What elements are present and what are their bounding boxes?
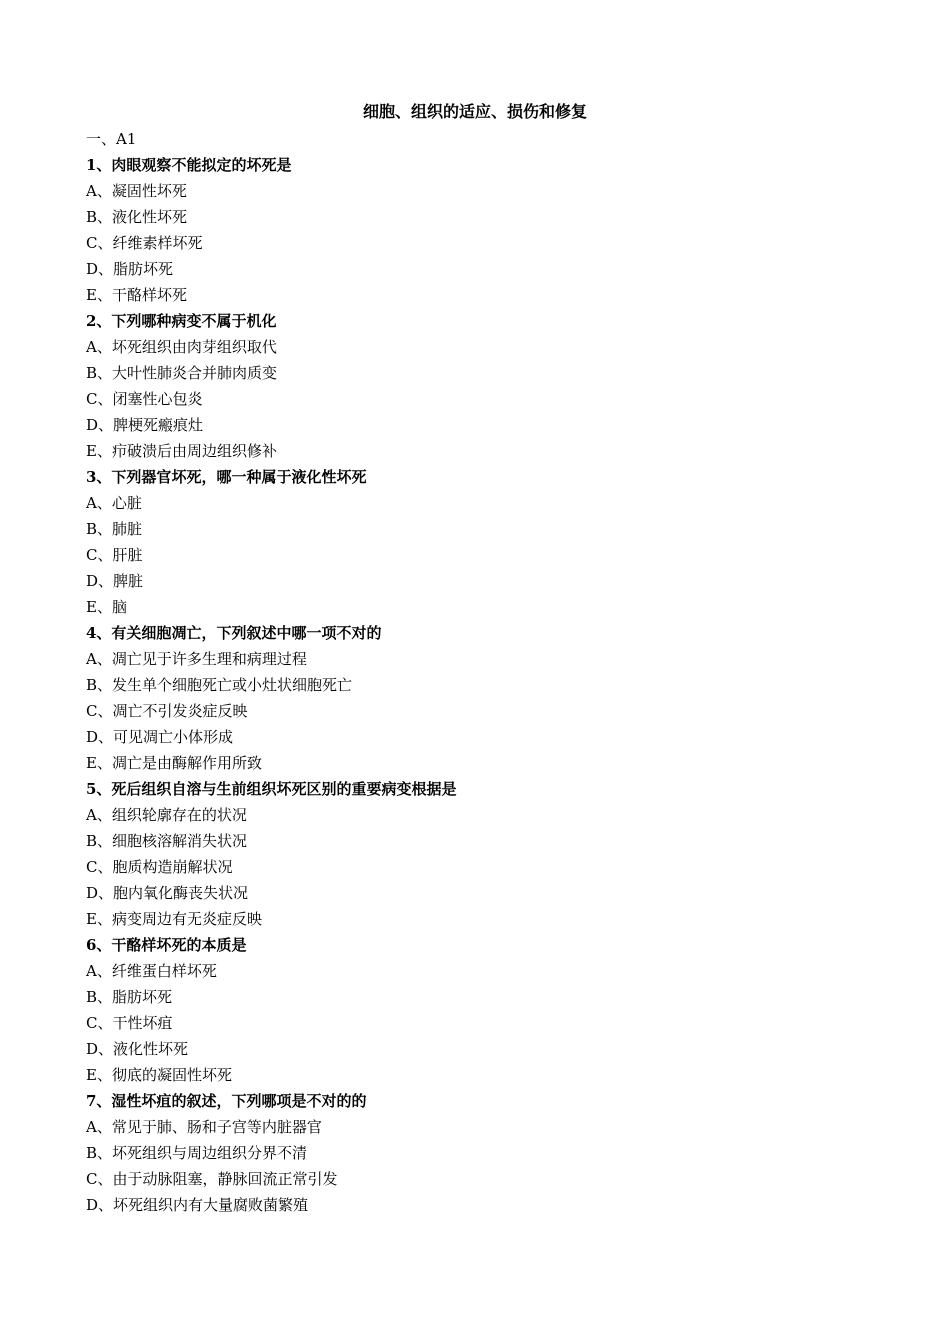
question-option: B、液化性坏死 — [86, 208, 188, 226]
section-heading: 一、A1 — [86, 130, 137, 148]
question-option: A、组织轮廓存在的状况 — [86, 806, 247, 824]
document-title-text: 细胞、组织的适应、损伤和修复 — [362, 102, 587, 121]
question-option: B、细胞核溶解消失状况 — [86, 832, 248, 850]
question-option: D、脾脏 — [86, 572, 144, 590]
question-stem: 4、有关细胞凋亡，下列叙述中哪一项不对的 — [86, 624, 382, 642]
question-option: E、疖破溃后由周边组织修补 — [86, 442, 277, 460]
question-option: C、胞质构造崩解状况 — [86, 858, 233, 876]
question-stem: 5、死后组织自溶与生前组织坏死区别的重要病变根据是 — [86, 780, 457, 798]
question-list — [86, 126, 866, 1218]
question-option: B、脂肪坏死 — [86, 988, 173, 1006]
question-option: E、彻底的凝固性坏死 — [86, 1066, 232, 1084]
question-option: E、脑 — [86, 598, 127, 616]
question-stem: 1、肉眼观察不能拟定的坏死是 — [86, 156, 292, 174]
question-option: D、坏死组织内有大量腐败菌繁殖 — [86, 1196, 309, 1214]
question-stem: 3、下列器官坏死，哪一种属于液化性坏死 — [86, 468, 367, 486]
question-option: C、纤维素样坏死 — [86, 234, 203, 252]
question-option: A、坏死组织由肉芽组织取代 — [86, 338, 277, 356]
document-title — [0, 100, 950, 124]
question-option: C、闭塞性心包炎 — [86, 390, 203, 408]
question-option: A、心脏 — [86, 494, 142, 512]
question-option: E、凋亡是由酶解作用所致 — [86, 754, 262, 772]
question-option: E、干酪样坏死 — [86, 286, 187, 304]
question-option: C、肝脏 — [86, 546, 143, 564]
question-stem: 2、下列哪种病变不属于机化 — [86, 312, 277, 330]
question-option: D、脾梗死瘢痕灶 — [86, 416, 204, 434]
question-option: B、大叶性肺炎合并肺肉质变 — [86, 364, 278, 382]
question-option: B、肺脏 — [86, 520, 143, 538]
question-option: D、胞内氧化酶丧失状况 — [86, 884, 249, 902]
question-option: A、凋亡见于许多生理和病理过程 — [86, 650, 307, 668]
question-option: B、坏死组织与周边组织分界不清 — [86, 1144, 308, 1162]
question-option: D、液化性坏死 — [86, 1040, 189, 1058]
question-option: C、由于动脉阻塞，静脉回流正常引发 — [86, 1170, 338, 1188]
question-option: D、脂肪坏死 — [86, 260, 174, 278]
question-option: B、发生单个细胞死亡或小灶状细胞死亡 — [86, 676, 353, 694]
question-option: E、病变周边有无炎症反映 — [86, 910, 262, 928]
question-option: C、干性坏疽 — [86, 1014, 173, 1032]
question-option: C、凋亡不引发炎症反映 — [86, 702, 248, 720]
question-stem: 6、干酪样坏死的本质是 — [86, 936, 247, 954]
question-stem: 7、湿性坏疽的叙述，下列哪项是不对的的 — [86, 1092, 367, 1110]
question-option: D、可见凋亡小体形成 — [86, 728, 234, 746]
question-option: A、纤维蛋白样坏死 — [86, 962, 217, 980]
question-option: A、常见于肺、肠和子宫等内脏器官 — [86, 1118, 322, 1136]
question-option: A、凝固性坏死 — [86, 182, 187, 200]
